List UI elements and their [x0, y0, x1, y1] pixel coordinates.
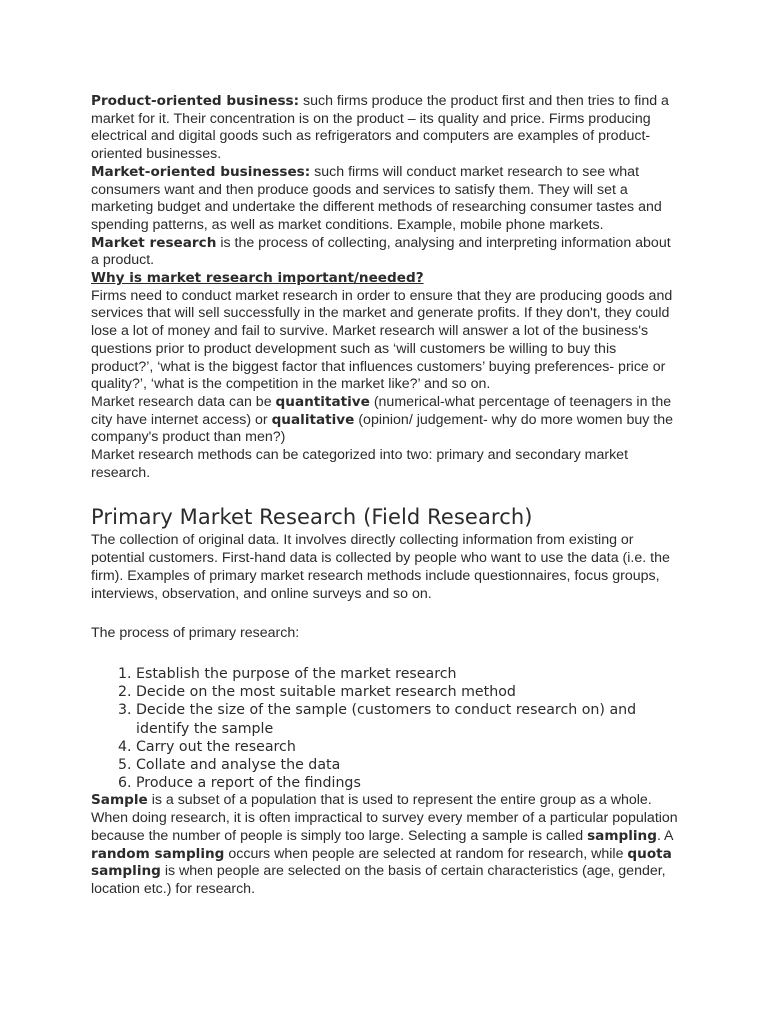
section-heading-primary-research: Primary Market Research (Field Research)	[91, 505, 533, 530]
paragraph-methods: Market research methods can be categorized into two: primary and secondary market research.	[91, 447, 629, 481]
paragraph-product-oriented	[91, 93, 681, 164]
paragraph-data-types	[91, 394, 681, 447]
data-types-c: (opinion/ judgement- why do more women buy the company's product than men?)	[91, 411, 673, 446]
paragraph-why-research: Firms need to conduct market research in order to ensure that they are producing goods and services that will sell successfully in the market and generate profits. If they don't, they could lose a lot of money and fail to survive. Market research will answer a lot of the business's questions prior to product development such as ‘will customers be willing to buy this product?’, ‘what is the biggest factor that influences customers’ buying preferences- price or quality?’, ‘what is the competition in the market like?’ and so on.	[91, 287, 673, 393]
list-item: 5. Collate and analyse the data	[136, 756, 681, 774]
term-sampling: sampling	[587, 827, 657, 844]
term-random-sampling: random sampling	[91, 845, 225, 862]
definition-product-oriented: such firms produce the product first and then tries to find a market for it. Their concentration is on the product – its quality and price. Firms producing electrical and digital goods such as refrigerators and computers are examples of product-oriented businesses.	[91, 93, 669, 163]
sampling-b: . A	[656, 827, 673, 844]
list-item: 4. Carry out the research	[136, 738, 681, 756]
paragraph-sampling	[91, 792, 681, 898]
paragraph-process-intro: The process of primary research:	[91, 625, 300, 642]
blank-line	[91, 603, 681, 625]
document-page	[91, 93, 681, 899]
sampling-c: occurs when people are selected at random for research, while	[224, 845, 628, 862]
term-sample: Sample	[91, 792, 148, 809]
list-item: 2. Decide on the most suitable market research method	[136, 683, 681, 701]
sampling-d: is when people are selected on the basis of certain characteristics (age, gender, location etc.) for research.	[91, 863, 666, 897]
sampling-a: is a subset of a population that is used to represent the entire group as a whole. When doing research, it is often impractical to survey every member of a particular population because the number of people is simply too large. Selecting a sample is called	[91, 792, 678, 844]
list-item: 1. Establish the purpose of the market research	[136, 665, 681, 683]
term-quota-sampling: quota sampling	[91, 845, 672, 880]
term-product-oriented: Product-oriented business:	[91, 93, 300, 109]
question-heading	[91, 270, 681, 288]
process-steps-list	[91, 665, 681, 792]
list-item: 6. Produce a report of the findings	[136, 774, 681, 792]
data-types-b: (numerical-what percentage of teenagers in the city have internet access) or	[91, 393, 672, 428]
paragraph-primary-definition: The collection of original data. It involves directly collecting information from existing or potential customers. First-hand data is collected by people who want to use the data (i.e. the firm). Examples of primary market research methods include questionnaires, focus groups, interviews, observation, and online surveys and so on.	[91, 532, 670, 602]
paragraph-market-oriented	[91, 164, 681, 235]
list-item: 3. Decide the size of the sample (customers to conduct research on) and identify the sample	[136, 701, 681, 737]
term-quantitative: quantitative	[275, 393, 370, 410]
term-qualitative: qualitative	[271, 411, 355, 428]
paragraph-market-research	[91, 235, 681, 270]
term-market-oriented: Market-oriented businesses:	[91, 163, 311, 180]
definition-market-research: is the process of collecting, analysing and interpreting information about a product.	[91, 234, 671, 269]
definition-market-oriented: such firms will conduct market research to see what consumers want and then produce goods and services to satisfy them. They will set a marketing budget and undertake the different methods of researching consumer tastes and spending patterns, as well as market conditions. Example, mobile phone markets.	[91, 163, 662, 233]
data-types-a: Market research data can be	[91, 393, 276, 410]
term-market-research: Market research	[91, 234, 217, 251]
question-heading-text: Why is market research important/needed?	[91, 270, 424, 287]
